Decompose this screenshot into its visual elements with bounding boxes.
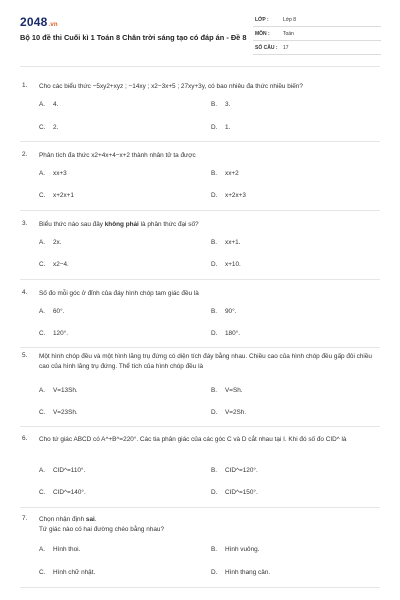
option-c[interactable] bbox=[39, 489, 86, 496]
option-text: 2. bbox=[53, 124, 59, 131]
option-text: x+2x+3 bbox=[225, 192, 246, 199]
option-text: V=2Sh. bbox=[225, 409, 247, 416]
question-text-part: là phân thức đại số? bbox=[138, 221, 199, 228]
option-b[interactable] bbox=[211, 467, 258, 474]
option-label: B. bbox=[211, 308, 218, 315]
meta-value: Lớp 8 bbox=[283, 17, 297, 23]
option-text: V=23Sh. bbox=[53, 409, 78, 416]
option-label: A. bbox=[39, 239, 46, 246]
option-text: V=Sh. bbox=[225, 387, 243, 394]
option-text: CID^=120°. bbox=[225, 467, 258, 474]
option-text: xx+3 bbox=[53, 170, 67, 177]
question-text: Số đo mỗi góc ở đỉnh của đáy hình chóp tam giác đều là bbox=[39, 290, 199, 297]
meta-row-count bbox=[253, 41, 381, 55]
option-text: 120°. bbox=[53, 330, 68, 337]
option-label: A. bbox=[39, 170, 46, 177]
question-divider bbox=[20, 279, 380, 280]
option-d[interactable] bbox=[211, 261, 241, 268]
meta-key: LỚP : bbox=[255, 17, 269, 23]
option-text: xx+2 bbox=[225, 170, 239, 177]
option-d[interactable] bbox=[211, 569, 270, 576]
question-number: 3. bbox=[22, 220, 28, 227]
question-emphasis: không phải bbox=[104, 221, 139, 228]
option-label: B. bbox=[211, 546, 218, 553]
option-text: xx+1. bbox=[225, 239, 241, 246]
question-text-part: Biểu thức nào sau đây bbox=[39, 221, 105, 228]
option-label: D. bbox=[211, 569, 218, 576]
option-c[interactable] bbox=[39, 261, 69, 268]
question-number: 1. bbox=[22, 82, 28, 89]
question-emphasis: sai bbox=[85, 516, 95, 523]
option-label: D. bbox=[211, 124, 218, 131]
option-text: 2x. bbox=[53, 239, 62, 246]
option-c[interactable] bbox=[39, 409, 78, 416]
option-text: 180°. bbox=[225, 330, 240, 337]
question-text-part: . bbox=[94, 516, 97, 523]
option-d[interactable] bbox=[211, 409, 246, 416]
option-text: 90°. bbox=[225, 308, 237, 315]
option-a[interactable] bbox=[39, 101, 58, 108]
option-b[interactable] bbox=[211, 239, 240, 246]
option-label: C. bbox=[39, 489, 46, 496]
question-text: Một hình chóp đều và một hình lăng trụ đứng có diện tích đáy bằng nhau. Chiều cao của hình chóp đều gấp đôi chiều cao của hình lăng trụ đứng. Thể tích của hình chóp đều là bbox=[39, 353, 372, 370]
option-c[interactable] bbox=[39, 569, 95, 576]
option-text: Hình thoi. bbox=[53, 546, 81, 553]
option-d[interactable] bbox=[211, 124, 230, 131]
option-label: C. bbox=[39, 409, 46, 416]
option-label: B. bbox=[211, 170, 218, 177]
meta-value: Toán bbox=[283, 31, 294, 37]
option-a[interactable] bbox=[39, 170, 67, 177]
option-label: B. bbox=[211, 387, 218, 394]
question-number: 7. bbox=[22, 515, 28, 522]
option-d[interactable] bbox=[211, 489, 258, 496]
question-divider bbox=[20, 426, 380, 427]
option-a[interactable] bbox=[39, 239, 62, 246]
question-divider bbox=[20, 141, 380, 142]
question-divider bbox=[20, 210, 380, 211]
option-label: D. bbox=[211, 489, 218, 496]
option-label: A. bbox=[39, 308, 46, 315]
meta-table bbox=[253, 13, 381, 55]
option-label: B. bbox=[211, 467, 218, 474]
option-text: Hình chữ nhật. bbox=[53, 569, 96, 576]
option-label: C. bbox=[39, 124, 46, 131]
question-text bbox=[39, 220, 377, 230]
option-label: C. bbox=[39, 192, 46, 199]
document-title: Bộ 10 đề thi Cuối kì 1 Toán 8 Chân trời sáng tạo có đáp án - Đề 8 bbox=[20, 33, 247, 42]
question-number: 6. bbox=[22, 435, 28, 442]
option-a[interactable] bbox=[39, 546, 80, 553]
question-text: Phân tích đa thức x2+4x+4−x+2 thành nhân tử ta được bbox=[39, 152, 196, 159]
option-d[interactable] bbox=[211, 330, 240, 337]
header bbox=[0, 0, 400, 66]
option-text: x2−4. bbox=[53, 261, 69, 268]
option-a[interactable] bbox=[39, 308, 64, 315]
option-d[interactable] bbox=[211, 192, 246, 199]
option-c[interactable] bbox=[39, 124, 58, 131]
meta-key: MÔN : bbox=[255, 31, 270, 37]
question-divider bbox=[20, 587, 380, 588]
option-label: B. bbox=[211, 101, 218, 108]
question-divider bbox=[20, 347, 380, 348]
option-text: CID^=140°. bbox=[53, 489, 86, 496]
meta-row-class bbox=[253, 13, 381, 27]
option-label: C. bbox=[39, 569, 46, 576]
option-label: C. bbox=[39, 330, 46, 337]
option-text: CID^=110°. bbox=[53, 467, 86, 474]
meta-value: 17 bbox=[283, 45, 289, 51]
option-b[interactable] bbox=[211, 101, 230, 108]
option-text: x+2x+1 bbox=[53, 192, 74, 199]
option-a[interactable] bbox=[39, 467, 85, 474]
question-number: 5. bbox=[22, 352, 28, 359]
option-text: 4. bbox=[53, 101, 59, 108]
question-number: 2. bbox=[22, 151, 28, 158]
option-text: V=13Sh. bbox=[53, 387, 78, 394]
question-text bbox=[39, 515, 377, 535]
option-text: Hình vuông. bbox=[225, 546, 260, 553]
option-label: D. bbox=[211, 192, 218, 199]
logo-suffix: .vn bbox=[48, 22, 58, 28]
logo-text: 2048 bbox=[20, 15, 48, 29]
option-text: 60°. bbox=[53, 308, 65, 315]
meta-row-subject bbox=[253, 27, 381, 41]
option-b[interactable] bbox=[211, 170, 239, 177]
option-label: D. bbox=[211, 409, 218, 416]
option-text: CID^=150°. bbox=[225, 489, 258, 496]
option-c[interactable] bbox=[39, 330, 68, 337]
option-label: D. bbox=[211, 261, 218, 268]
option-label: A. bbox=[39, 101, 46, 108]
option-c[interactable] bbox=[39, 192, 74, 199]
option-label: A. bbox=[39, 387, 46, 394]
option-a[interactable] bbox=[39, 387, 78, 394]
option-label: B. bbox=[211, 239, 218, 246]
option-b[interactable] bbox=[211, 546, 259, 553]
question-text-line2: Tứ giác nào có hai đường chéo bằng nhau? bbox=[39, 526, 165, 533]
option-b[interactable] bbox=[211, 308, 236, 315]
option-b[interactable] bbox=[211, 387, 243, 394]
question-text-part: Chọn nhận định bbox=[39, 516, 86, 523]
question-divider bbox=[20, 507, 380, 508]
question-text: Cho tứ giác ABCD có A^+B^=220°. Các tia phân giác của các góc C và D cắt nhau tại I. Khi đó số đo CID^ là bbox=[39, 436, 347, 443]
header-divider bbox=[20, 66, 380, 67]
option-label: C. bbox=[39, 261, 46, 268]
question-number: 4. bbox=[22, 289, 28, 296]
logo[interactable] bbox=[20, 15, 58, 29]
option-text: x+10. bbox=[225, 261, 241, 268]
option-label: A. bbox=[39, 467, 46, 474]
option-label: A. bbox=[39, 546, 46, 553]
option-label: D. bbox=[211, 330, 218, 337]
option-text: 1. bbox=[225, 124, 231, 131]
option-text: Hình thang cân. bbox=[225, 569, 271, 576]
option-text: 3. bbox=[225, 101, 231, 108]
meta-key: SỐ CÂU : bbox=[255, 45, 278, 51]
question-text: Cho các biểu thức −5xy2+xyz ; −14xy ; x2−3x+5 ; 27xy+3y, có bao nhiêu đa thức nhiều biến? bbox=[39, 83, 303, 90]
